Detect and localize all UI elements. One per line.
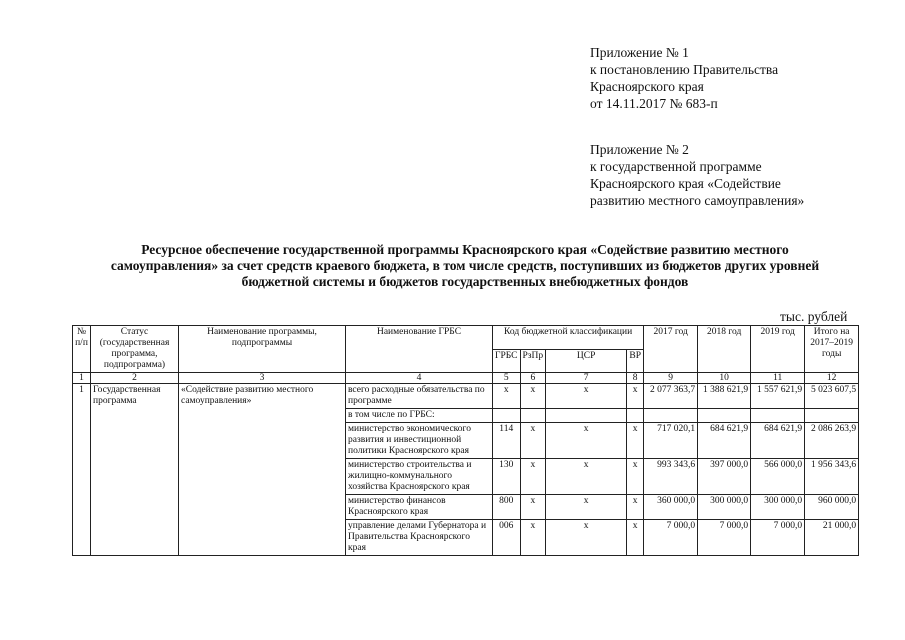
- title-line: Ресурсное обеспечение государственной программы Красноярского края «Содействие развитию местного: [141, 242, 789, 257]
- amount-2019-cell: 566 000,0: [751, 459, 805, 495]
- vr-cell: х: [627, 459, 644, 495]
- appendix-line: Приложение № 1: [590, 45, 689, 60]
- resource-table: [72, 325, 859, 556]
- amount-2019-cell: 684 621,9: [751, 423, 805, 459]
- vr-cell: х: [627, 520, 644, 556]
- col-header-vr: ВР: [627, 349, 644, 373]
- column-number: 10: [698, 373, 751, 384]
- amount-2017-cell: 2 077 363,7: [644, 384, 698, 409]
- appendix-line: от 14.11.2017 № 683-п: [590, 96, 718, 111]
- amount-2017-cell: 717 020,1: [644, 423, 698, 459]
- grbs-code-cell: 114: [493, 423, 521, 459]
- appendix-1-block: [590, 44, 890, 112]
- col-header-2018: 2018 год: [698, 326, 751, 373]
- col-header-rzpr: РзПр: [520, 349, 546, 373]
- amount-total-cell: 21 000,0: [805, 520, 859, 556]
- column-number: 9: [644, 373, 698, 384]
- csr-cell: х: [546, 423, 627, 459]
- amount-total-cell: [805, 409, 859, 423]
- grbs-name-cell: министерство строительства и жилищно-коммунального хозяйства Красноярского края: [346, 459, 493, 495]
- col-header-2017: 2017 год: [644, 326, 698, 373]
- amount-total-cell: 5 023 607,5: [805, 384, 859, 409]
- appendix-line: Красноярского края «Содействие: [590, 176, 781, 191]
- amount-total-cell: 1 956 343,6: [805, 459, 859, 495]
- grbs-name-cell: министерство экономического развития и инвестиционной политики Красноярского края: [346, 423, 493, 459]
- document-title: [70, 242, 860, 290]
- program-name-cell: «Содействие развитию местного самоуправления»: [179, 384, 346, 556]
- vr-cell: [627, 409, 644, 423]
- rzpr-cell: х: [520, 520, 546, 556]
- rzpr-cell: х: [520, 495, 546, 520]
- grbs-code-cell: [493, 409, 521, 423]
- amount-2018-cell: [698, 409, 751, 423]
- amount-2018-cell: 7 000,0: [698, 520, 751, 556]
- col-header-grbs: ГРБС: [493, 349, 521, 373]
- rzpr-cell: х: [520, 384, 546, 409]
- col-header-total: Итого на 2017–2019 годы: [805, 326, 859, 373]
- vr-cell: х: [627, 495, 644, 520]
- amount-2018-cell: 684 621,9: [698, 423, 751, 459]
- vr-cell: х: [627, 423, 644, 459]
- column-number: 12: [805, 373, 859, 384]
- column-number: 8: [627, 373, 644, 384]
- amount-total-cell: 2 086 263,9: [805, 423, 859, 459]
- grbs-name-cell: в том числе по ГРБС:: [346, 409, 493, 423]
- title-line: бюджетной системы и бюджетов государственных внебюджетных фондов: [241, 274, 689, 289]
- column-number: 6: [520, 373, 546, 384]
- grbs-name-cell: всего расходные обязательства по программе: [346, 384, 493, 409]
- amount-2019-cell: 7 000,0: [751, 520, 805, 556]
- amount-2017-cell: 7 000,0: [644, 520, 698, 556]
- rzpr-cell: [520, 409, 546, 423]
- csr-cell: х: [546, 520, 627, 556]
- grbs-code-cell: 130: [493, 459, 521, 495]
- grbs-name-cell: управление делами Губернатора и Правительства Красноярского края: [346, 520, 493, 556]
- appendix-line: Приложение № 2: [590, 142, 689, 157]
- col-header-csr: ЦСР: [546, 349, 627, 373]
- row-number-cell: 1: [73, 384, 91, 556]
- appendix-line: к постановлению Правительства: [590, 62, 779, 77]
- csr-cell: х: [546, 384, 627, 409]
- csr-cell: х: [546, 459, 627, 495]
- amount-total-cell: 960 000,0: [805, 495, 859, 520]
- col-header-grbs-name: Наименование ГРБС: [346, 326, 493, 373]
- vr-cell: х: [627, 384, 644, 409]
- col-header-status: Статус (государственная программа, подпрограмма): [91, 326, 179, 373]
- amount-2018-cell: 300 000,0: [698, 495, 751, 520]
- appendix-line: Красноярского края: [590, 79, 704, 94]
- status-cell: Государственная программа: [91, 384, 179, 556]
- appendix-line: развитию местного самоуправления»: [590, 193, 805, 208]
- rzpr-cell: х: [520, 459, 546, 495]
- column-number: 7: [546, 373, 627, 384]
- col-header-num: № п/п: [73, 326, 91, 373]
- csr-cell: х: [546, 495, 627, 520]
- amount-2019-cell: 1 557 621,9: [751, 384, 805, 409]
- units-label: тыс. рублей: [780, 309, 848, 324]
- column-number: 3: [179, 373, 346, 384]
- amount-2017-cell: 993 343,6: [644, 459, 698, 495]
- grbs-code-cell: 800: [493, 495, 521, 520]
- amount-2019-cell: [751, 409, 805, 423]
- appendix-line: к государственной программе: [590, 159, 762, 174]
- csr-cell: [546, 409, 627, 423]
- column-number: 4: [346, 373, 493, 384]
- amount-2017-cell: 360 000,0: [644, 495, 698, 520]
- amount-2017-cell: [644, 409, 698, 423]
- col-header-2019: 2019 год: [751, 326, 805, 373]
- col-header-program: Наименование программы, подпрограммы: [179, 326, 346, 373]
- grbs-name-cell: министерство финансов Красноярского края: [346, 495, 493, 520]
- grbs-code-cell: х: [493, 384, 521, 409]
- amount-2018-cell: 397 000,0: [698, 459, 751, 495]
- column-number: 11: [751, 373, 805, 384]
- table-row: [73, 384, 859, 409]
- appendix-2-block: [590, 141, 890, 209]
- col-header-code-group: Код бюджетной классификации: [493, 326, 644, 350]
- amount-2018-cell: 1 388 621,9: [698, 384, 751, 409]
- column-number: 2: [91, 373, 179, 384]
- title-line: самоуправления» за счет средств краевого бюджета, в том числе средств, поступивших из бюджетов других уровней: [110, 258, 820, 273]
- rzpr-cell: х: [520, 423, 546, 459]
- amount-2019-cell: 300 000,0: [751, 495, 805, 520]
- column-number: 5: [493, 373, 521, 384]
- header-row: [73, 326, 859, 350]
- grbs-code-cell: 006: [493, 520, 521, 556]
- column-number-row: [73, 373, 859, 384]
- column-number: 1: [73, 373, 91, 384]
